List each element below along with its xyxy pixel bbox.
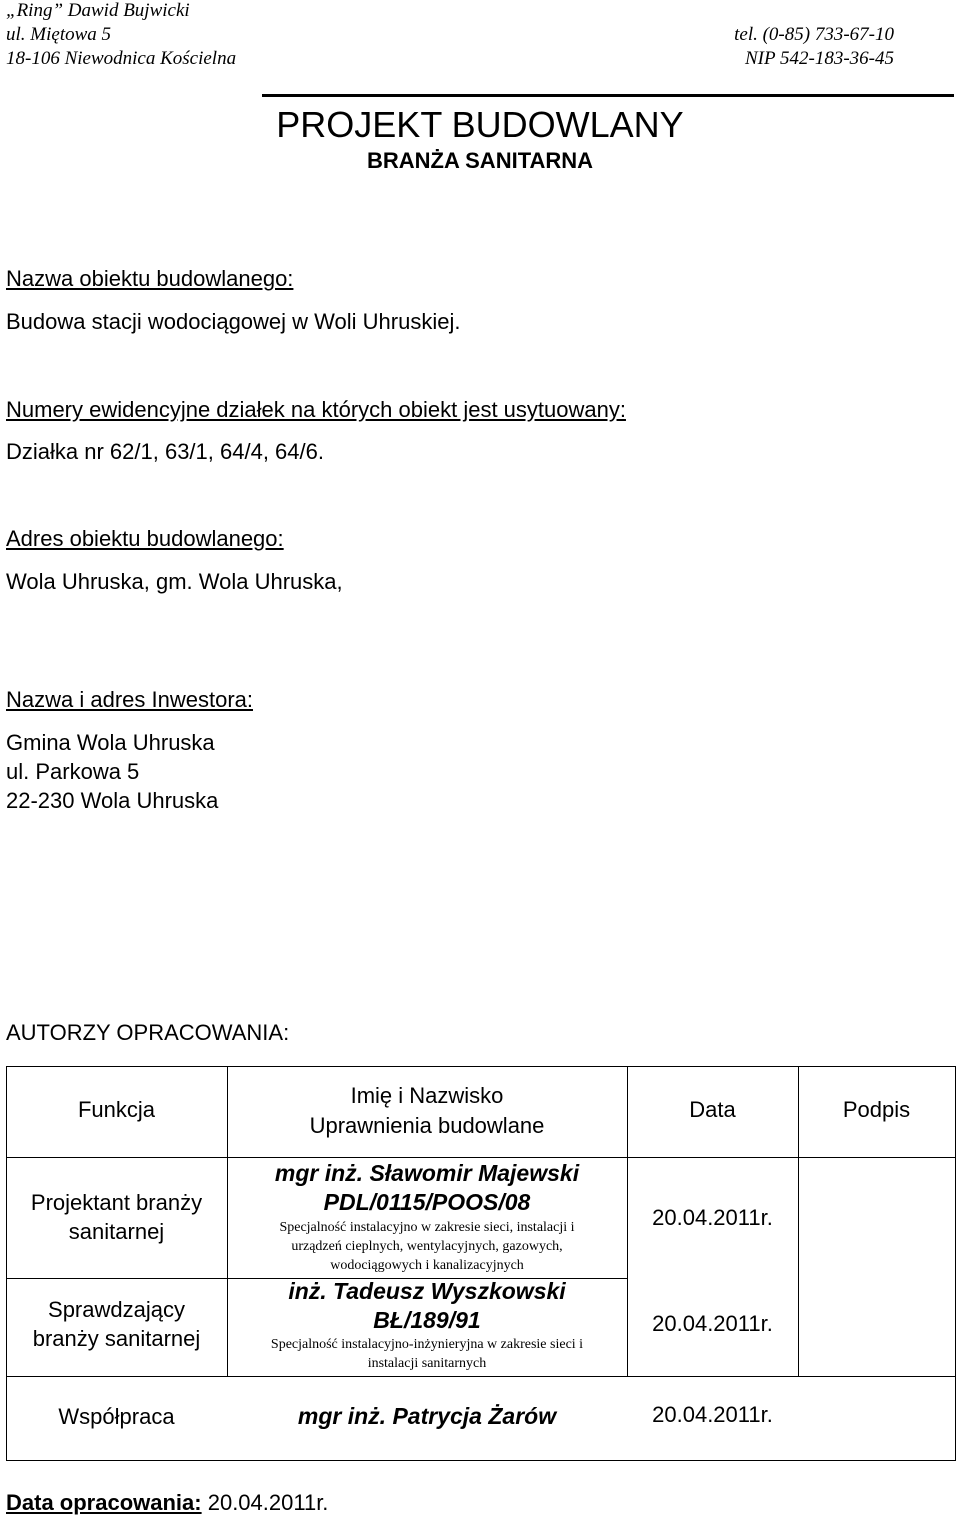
- parcels-label: Numery ewidencyjne działek na których obiekt jest usytuowany:: [6, 397, 626, 422]
- company-name: „Ring” Dawid Bujwicki: [6, 0, 190, 21]
- row-person-name: inż. Tadeusz Wyszkowski: [288, 1278, 566, 1304]
- parcels-value: Działka nr 62/1, 63/1, 64/4, 64/6.: [6, 439, 324, 464]
- investor-line: ul. Parkowa 5: [6, 759, 140, 784]
- table-border-top: [6, 1066, 956, 1067]
- page-title: PROJEKT BUDOWLANY: [276, 104, 684, 145]
- row-license: BŁ/189/91: [373, 1307, 481, 1333]
- company-phone: tel. (0-85) 733-67-10: [734, 24, 894, 45]
- col-header-function: Funkcja: [77, 1097, 156, 1122]
- investor-line: Gmina Wola Uhruska: [6, 730, 215, 755]
- col-header-date: Data: [689, 1097, 736, 1122]
- table-row-divider: [6, 1157, 956, 1158]
- authors-table: [6, 1066, 956, 1461]
- table-border-right: [955, 1066, 956, 1461]
- row-person-name: mgr inż. Sławomir Majewski: [274, 1160, 580, 1186]
- authors-heading: AUTORZY OPRACOWANIA:: [6, 1020, 290, 1045]
- row-function: Projektant branży: [30, 1190, 203, 1215]
- address-value: Wola Uhruska, gm. Wola Uhruska,: [6, 569, 343, 594]
- row-function: Współpraca: [58, 1404, 175, 1429]
- footer-date: [6, 1490, 328, 1516]
- row-date: 20.04.2011r.: [652, 1311, 773, 1336]
- row-date: 20.04.2011r.: [652, 1402, 773, 1427]
- row-function: branży sanitarnej: [32, 1326, 201, 1351]
- table-border-bottom: [6, 1460, 956, 1461]
- row-specialty: urządzeń cieplnych, wentylacyjnych, gazowych,: [291, 1239, 563, 1254]
- footer-date-label: Data opracowania:: [6, 1490, 202, 1515]
- object-name-value: Budowa stacji wodociągowej w Woli Uhruskiej.: [6, 309, 461, 334]
- page-subtitle: BRANŻA SANITARNA: [366, 148, 594, 173]
- row-license: PDL/0115/POOS/08: [323, 1189, 531, 1215]
- col-header-name: Imię i Nazwisko: [350, 1083, 504, 1108]
- row-specialty: Specjalność instalacyjno w zakresie sieci, instalacji i: [279, 1220, 575, 1235]
- object-name-label: Nazwa obiektu budowlanego:: [6, 266, 294, 291]
- col-header-signature: Podpis: [842, 1097, 911, 1122]
- row-date: 20.04.2011r.: [652, 1205, 773, 1230]
- row-function: sanitarnej: [68, 1219, 165, 1244]
- row-specialty: Specjalność instalacyjno-inżynieryjna w zakresie sieci i: [270, 1337, 584, 1352]
- row-specialty: wodociągowych i kanalizacyjnych: [330, 1258, 524, 1273]
- investor-label: Nazwa i adres Inwestora:: [6, 687, 253, 712]
- row-function: Sprawdzający: [48, 1297, 185, 1322]
- header-rule: [262, 94, 954, 97]
- row-person-name: mgr inż. Patrycja Żarów: [297, 1403, 557, 1429]
- company-nip: NIP 542-183-36-45: [745, 48, 894, 69]
- col-header-license: Uprawnienia budowlane: [309, 1113, 545, 1138]
- company-city: 18-106 Niewodnica Kościelna: [6, 48, 237, 69]
- investor-line: 22-230 Wola Uhruska: [6, 788, 219, 813]
- footer-date-value: 20.04.2011r.: [201, 1490, 329, 1515]
- company-street: ul. Miętowa 5: [6, 24, 112, 45]
- table-row-divider: [6, 1376, 956, 1377]
- address-label: Adres obiektu budowlanego:: [6, 526, 284, 551]
- row-specialty: instalacji sanitarnych: [367, 1356, 487, 1371]
